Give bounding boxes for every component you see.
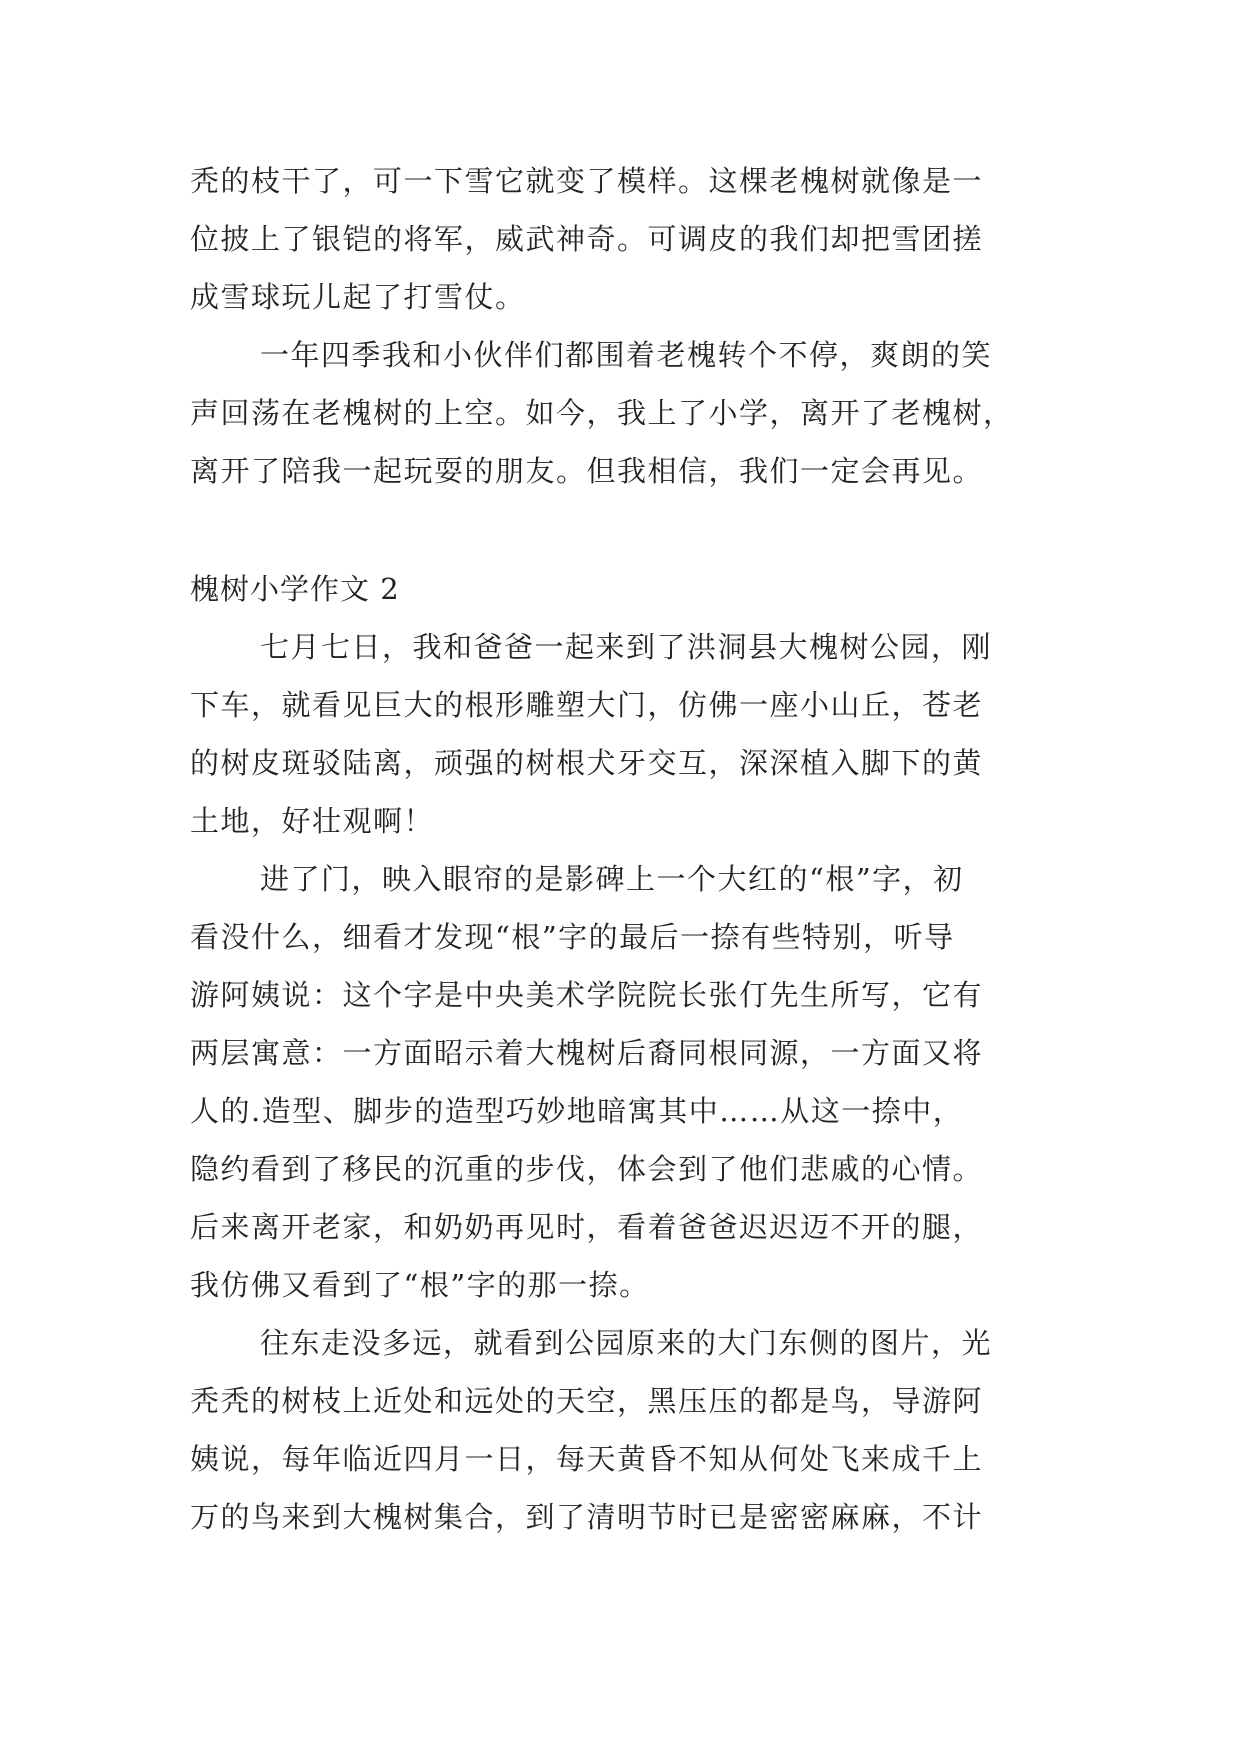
text-line: 离开了陪我一起玩耍的朋友。但我相信，我们一定会再见。 — [190, 454, 984, 488]
text-line: 成雪球玩儿起了打雪仗。 — [190, 280, 526, 314]
text-line: 声回荡在老槐树的上空。如今，我上了小学，离开了老槐树， — [190, 396, 1014, 430]
paragraph-start-line: 进了门，映入眼帘的是影碑上一个大红的“根”字，初 — [260, 862, 964, 896]
paragraph-start-line: 往东走没多远，就看到公园原来的大门东侧的图片，光 — [260, 1326, 993, 1360]
text-line: 土地，好壮观啊！ — [190, 804, 435, 838]
text-line: 隐约看到了移民的沉重的步伐，体会到了他们悲戚的心情。 — [190, 1152, 984, 1186]
text-line: 游阿姨说：这个字是中央美术学院院长张仃先生所写，它有 — [190, 978, 984, 1012]
text-line: 人的.造型、脚步的造型巧妙地暗寓其中……从这一捺中， — [190, 1094, 964, 1128]
paragraph-start-line: 一年四季我和小伙伴们都围着老槐转个不停，爽朗的笑 — [260, 338, 993, 372]
paragraph-start-line: 七月七日，我和爸爸一起来到了洪洞县大槐树公园，刚 — [260, 630, 993, 664]
essay2-body — [190, 618, 1060, 1546]
text-line: 我仿佛又看到了“根”字的那一捺。 — [190, 1268, 650, 1302]
text-line: 看没什么，细看才发现“根”字的最后一捺有些特别，听导 — [190, 920, 955, 954]
essay-title: 槐树小学作文 2 — [190, 572, 400, 606]
text-line: 的树皮斑驳陆离，顽强的树根犬牙交互，深深植入脚下的黄 — [190, 746, 984, 780]
text-line: 万的鸟来到大槐树集合，到了清明节时已是密密麻麻，不计 — [190, 1500, 984, 1534]
text-line: 位披上了银铠的将军，威武神奇。可调皮的我们却把雪团搓 — [190, 222, 984, 256]
essay1-ending — [190, 152, 1060, 500]
text-line: 后来离开老家，和奶奶再见时，看着爸爸迟迟迈不开的腿， — [190, 1210, 984, 1244]
text-line: 姨说，每年临近四月一日，每天黄昏不知从何处飞来成千上 — [190, 1442, 984, 1476]
text-line: 秃秃的树枝上近处和远处的天空，黑压压的都是鸟，导游阿 — [190, 1384, 984, 1418]
text-line: 秃的枝干了，可一下雪它就变了模样。这棵老槐树就像是一 — [190, 164, 984, 198]
text-line: 下车，就看见巨大的根形雕塑大门，仿佛一座小山丘，苍老 — [190, 688, 984, 722]
text-line: 两层寓意：一方面昭示着大槐树后裔同根同源，一方面又将 — [190, 1036, 984, 1070]
